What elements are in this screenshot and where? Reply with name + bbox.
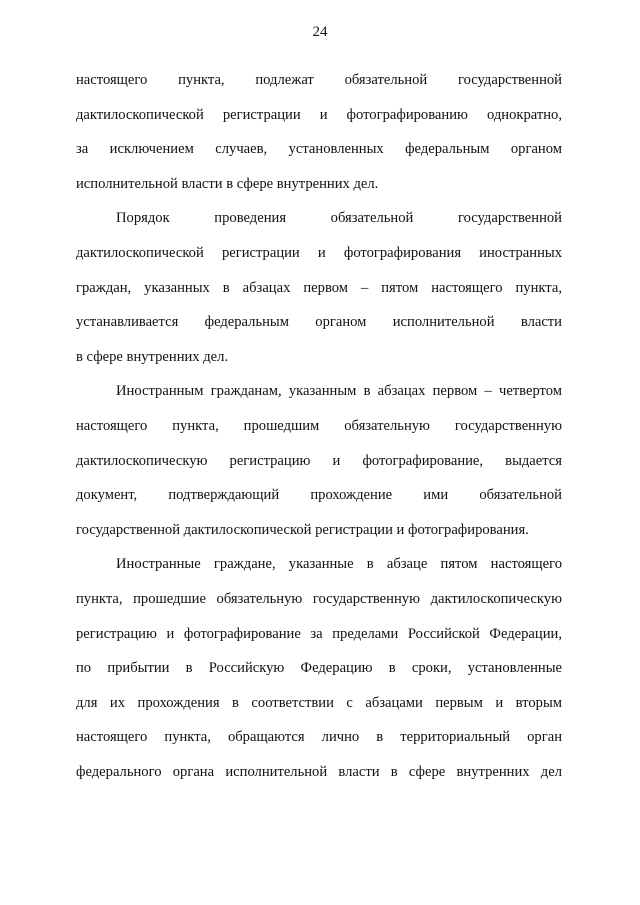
text-line: пункта, прошедшие обязательную государственную дактилоскопическую xyxy=(76,590,562,607)
text-line: настоящего пункта, обращаются лично в территориальный орган xyxy=(76,729,562,746)
page-number: 24 xyxy=(312,24,328,40)
text-line: Иностранные граждане, указанные в абзаце пятом настоящего xyxy=(116,556,562,573)
text-line: настоящего пункта, подлежат обязательной государственной xyxy=(76,72,562,88)
paragraph-2 xyxy=(76,206,562,379)
paragraph-1 xyxy=(76,68,562,206)
text-line: документ, подтверждающий прохождение ими обязательной xyxy=(76,487,562,504)
text-line: федерального органа исполнительной власти в сфере внутренних дел xyxy=(76,763,562,780)
paragraph-3 xyxy=(76,379,562,552)
text-line: в сфере внутренних дел. xyxy=(76,348,229,365)
text-line: Порядок проведения обязательной государственной xyxy=(116,210,562,227)
text-line: для их прохождения в соответствии с абзацами первым и вторым xyxy=(76,694,562,711)
text-line: граждан, указанных в абзацах первом – пятом настоящего пункта, xyxy=(76,279,562,296)
text-line: государственной дактилоскопической регистрации и фотографирования. xyxy=(76,521,529,538)
text-line: Иностранным гражданам, указанным в абзацах первом – четвертом xyxy=(116,383,562,400)
text-line: исполнительной власти в сфере внутренних дел. xyxy=(76,175,379,192)
document-body xyxy=(76,68,562,794)
text-line: устанавливается федеральным органом исполнительной власти xyxy=(76,314,562,331)
text-line: по прибытии в Российскую Федерацию в сроки, установленные xyxy=(76,660,562,677)
text-line: настоящего пункта, прошедшим обязательную государственную xyxy=(76,417,562,434)
paragraph-4 xyxy=(76,552,562,794)
text-line: дактилоскопическую регистрацию и фотографирование, выдается xyxy=(76,452,562,469)
text-line: дактилоскопической регистрации и фотографированию однократно, xyxy=(76,106,562,123)
text-line: за исключением случаев, установленных федеральным органом xyxy=(76,141,562,158)
text-line: регистрацию и фотографирование за пределами Российской Федерации, xyxy=(76,625,562,642)
text-line: дактилоскопической регистрации и фотографирования иностранных xyxy=(76,244,562,261)
